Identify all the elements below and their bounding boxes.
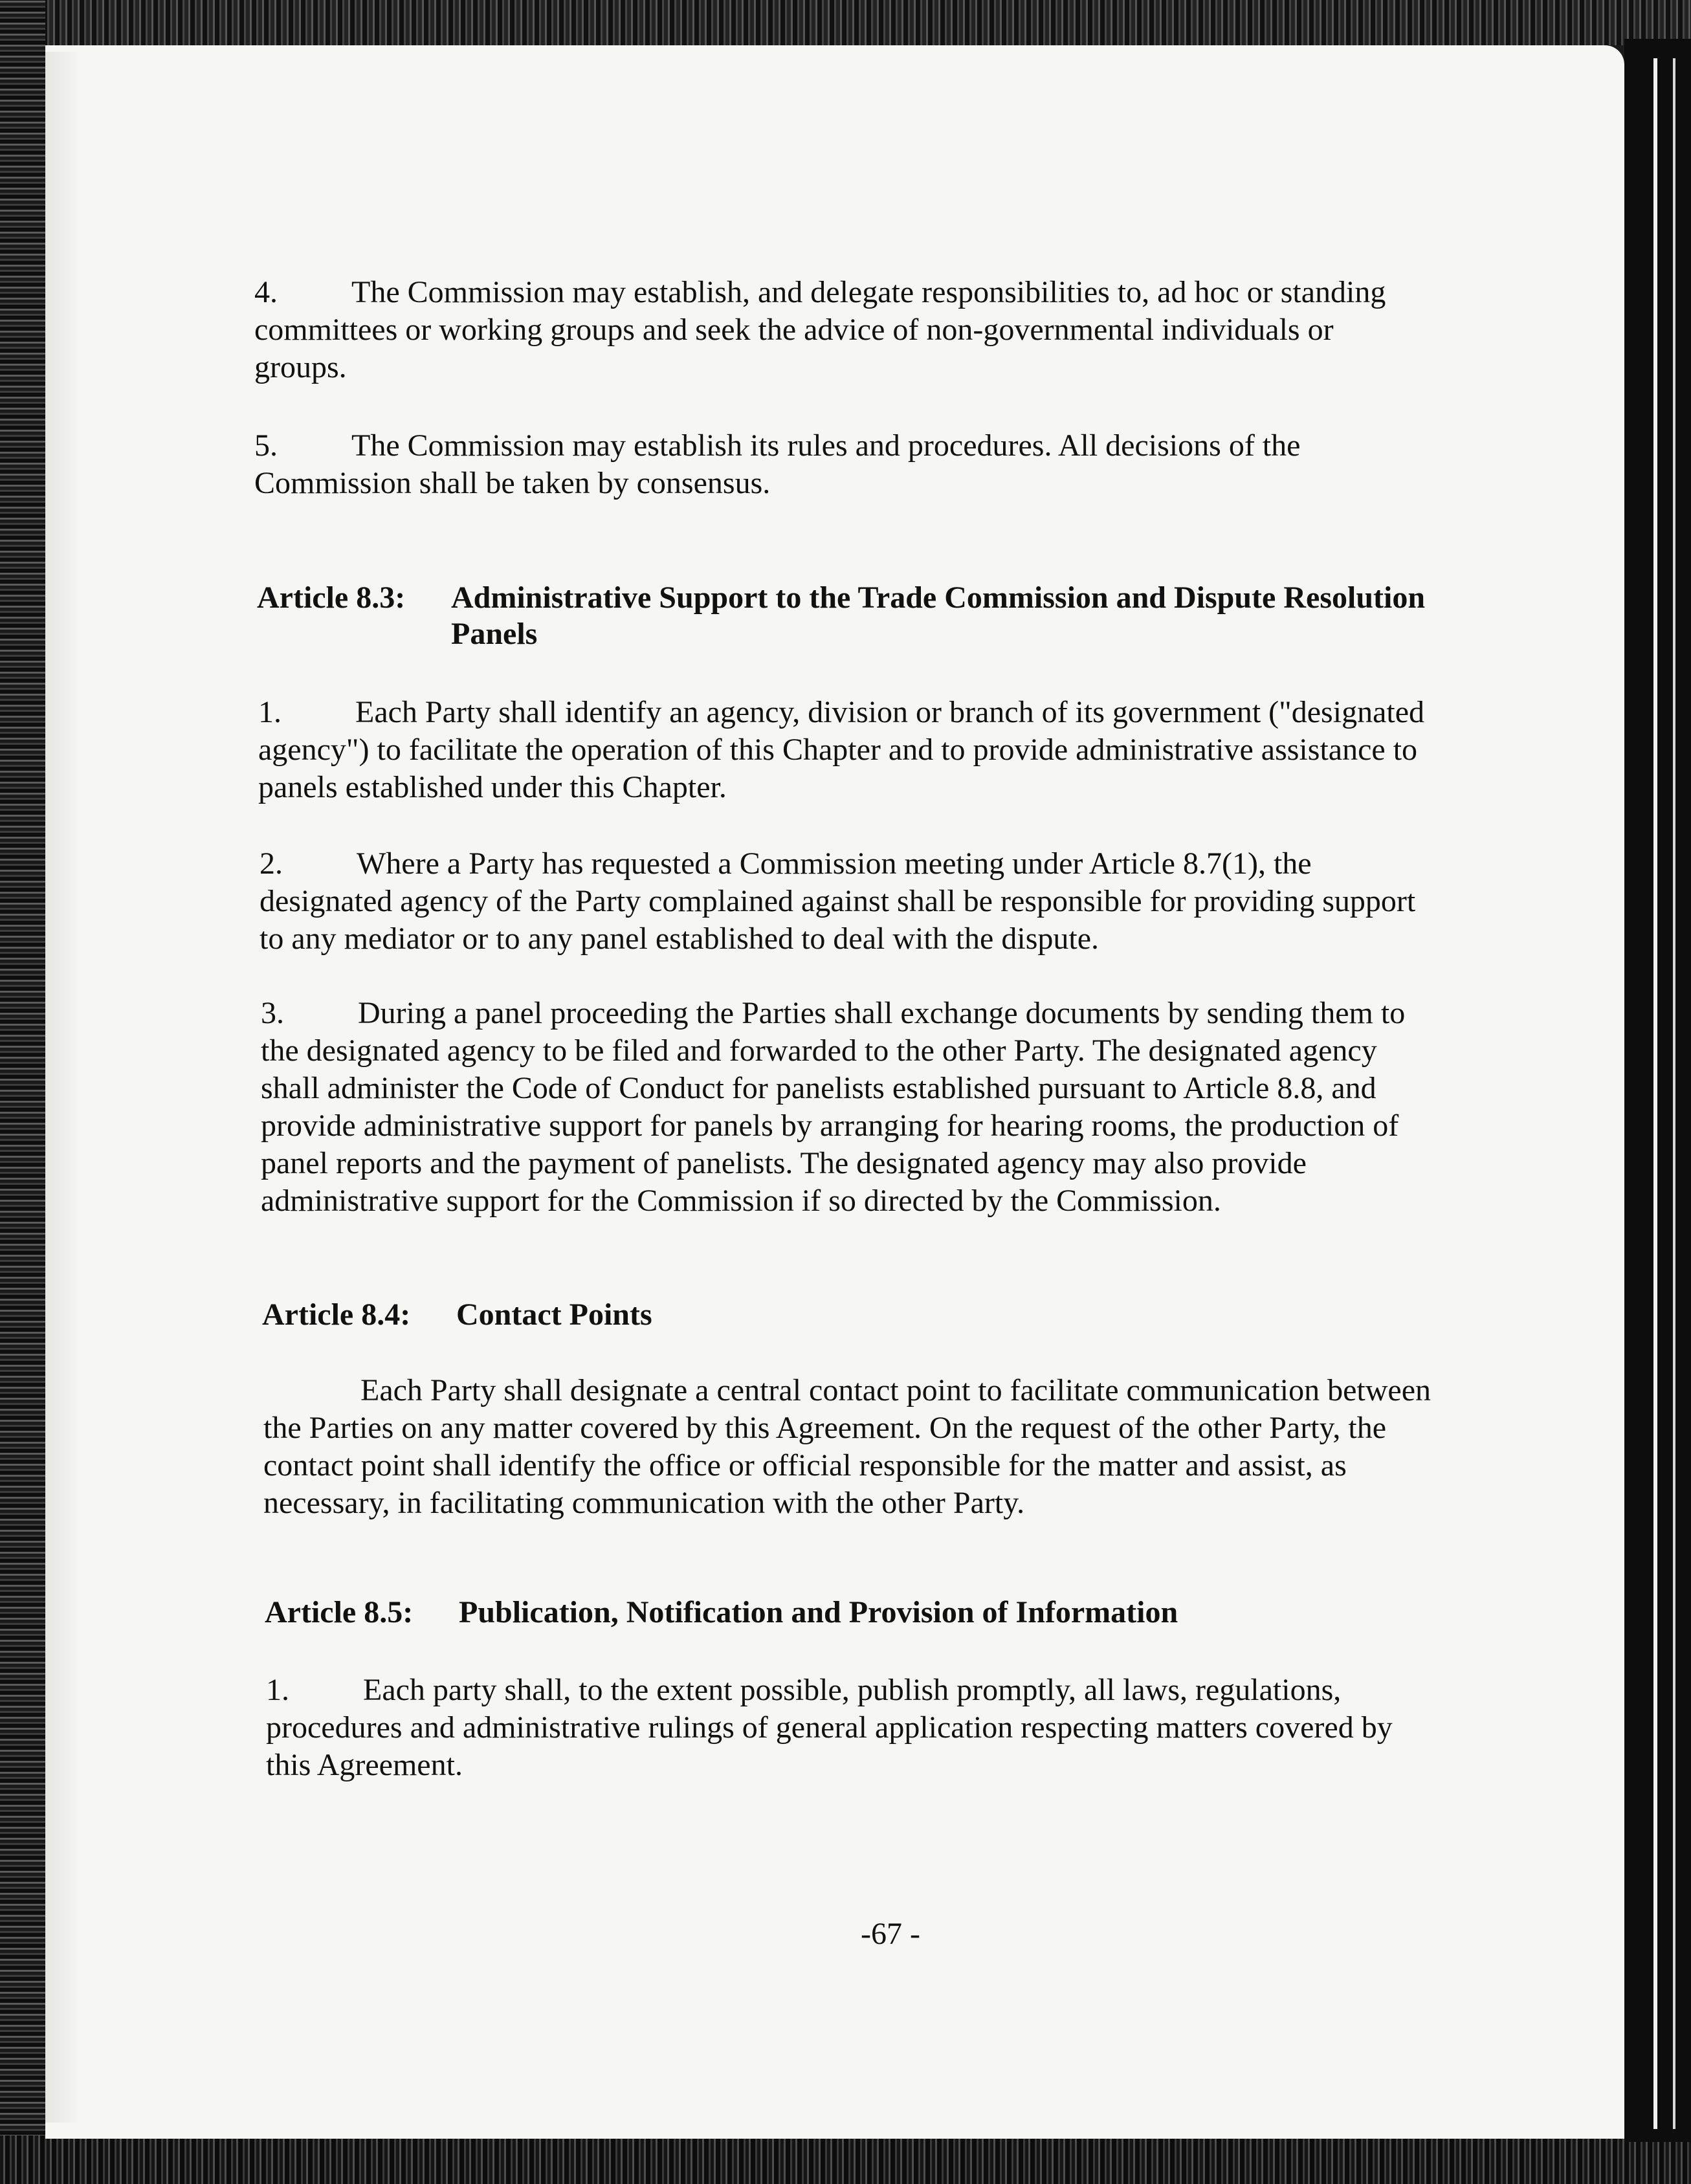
paragraph-line: 2. Where a Party has requested a Commission meeting under Article 8.7(1), the: [260, 845, 1415, 883]
scan-border-right: [1624, 39, 1691, 2142]
paragraph-line: agency") to facilitate the operation of this Chapter and to provide administrative assistance to: [258, 733, 1418, 767]
paragraph-number: 5.: [254, 428, 278, 463]
article-8-3-paragraph-2: [260, 845, 1415, 958]
scan-border-left: [0, 0, 45, 2184]
article-8-5-heading: [265, 1594, 1178, 1631]
paragraph-4: [254, 274, 1386, 386]
paragraph-number: 3.: [261, 996, 284, 1030]
paragraph-line: Commission shall be taken by consensus.: [254, 466, 771, 500]
paragraph-line: 5. The Commission may establish its rules and procedures. All decisions of the: [254, 427, 1300, 465]
article-8-4-body: [263, 1372, 1431, 1522]
paragraph-line: procedures and administrative rulings of general application respecting matters covered by: [266, 1710, 1393, 1745]
paragraph-line: Each Party shall designate a central contact point to facilitate communication between: [360, 1373, 1431, 1407]
paragraph-line: provide administrative support for panels by arranging for hearing rooms, the production of: [261, 1109, 1399, 1143]
page-edge-line: [1653, 58, 1657, 2129]
binding-shadow: [45, 52, 78, 2123]
article-label: Article 8.5:: [265, 1595, 414, 1629]
article-label: Article 8.3:: [257, 580, 406, 615]
paragraph-line: to any mediator or to any panel established to deal with the dispute.: [260, 921, 1100, 956]
paragraph-line: designated agency of the Party complained against shall be responsible for providing support: [260, 884, 1416, 918]
paragraph-line: 1. Each party shall, to the extent possible, publish promptly, all laws, regulations,: [266, 1671, 1393, 1709]
paragraph-line: shall administer the Code of Conduct for panelists established pursuant to Article 8.8, and: [261, 1071, 1376, 1105]
paragraph-number: 1.: [258, 695, 282, 729]
scan-border-bottom: [0, 2135, 1691, 2184]
paragraph-line: committees or working groups and seek the advice of non-governmental individuals or: [254, 313, 1334, 347]
paragraph-line: contact point shall identify the office or official responsible for the matter and assist, as: [263, 1448, 1347, 1483]
paragraph-line: the designated agency to be filed and forwarded to the other Party. The designated agency: [261, 1033, 1377, 1068]
paragraph-5: [254, 427, 1300, 502]
article-label: Article 8.4:: [262, 1297, 411, 1332]
paragraph-line: 4. The Commission may establish, and delegate responsibilities to, ad hoc or standing: [254, 274, 1386, 311]
page-edge-line-inner: [1673, 58, 1675, 2129]
paragraph-number: 4.: [254, 275, 278, 309]
article-8-3-heading: [257, 580, 1425, 652]
article-8-4-heading: [262, 1297, 652, 1333]
paragraph-line: panels established under this Chapter.: [258, 770, 727, 804]
paragraph-number: 2.: [260, 846, 283, 881]
article-8-3-paragraph-1: [258, 694, 1424, 806]
article-8-5-paragraph-1: [266, 1671, 1393, 1784]
paragraph-number: 1.: [266, 1673, 289, 1707]
article-title: Publication, Notification and Provision of Information: [459, 1595, 1178, 1629]
paragraph-line: 3. During a panel proceeding the Parties shall exchange documents by sending them to: [261, 995, 1405, 1032]
article-title: Administrative Support to the Trade Commission and Dispute Resolution Panels: [451, 580, 1426, 651]
paragraph-line: necessary, in facilitating communication with the other Party.: [263, 1486, 1025, 1520]
paragraph-line: the Parties on any matter covered by this Agreement. On the request of the other Party, the: [263, 1411, 1387, 1445]
article-8-3-paragraph-3: [261, 995, 1405, 1220]
paragraph-line: panel reports and the payment of panelists. The designated agency may also provide: [261, 1146, 1307, 1180]
paragraph-line: groups.: [254, 350, 347, 384]
paragraph-line: 1. Each Party shall identify an agency, division or branch of its government ("designated: [258, 694, 1424, 731]
paragraph-line: administrative support for the Commission if so directed by the Commission.: [261, 1184, 1221, 1218]
article-title: Contact Points: [456, 1297, 652, 1332]
paragraph-line: this Agreement.: [266, 1748, 463, 1782]
scan-border-top: [0, 0, 1691, 45]
page-number: -67 -: [861, 1917, 920, 1951]
